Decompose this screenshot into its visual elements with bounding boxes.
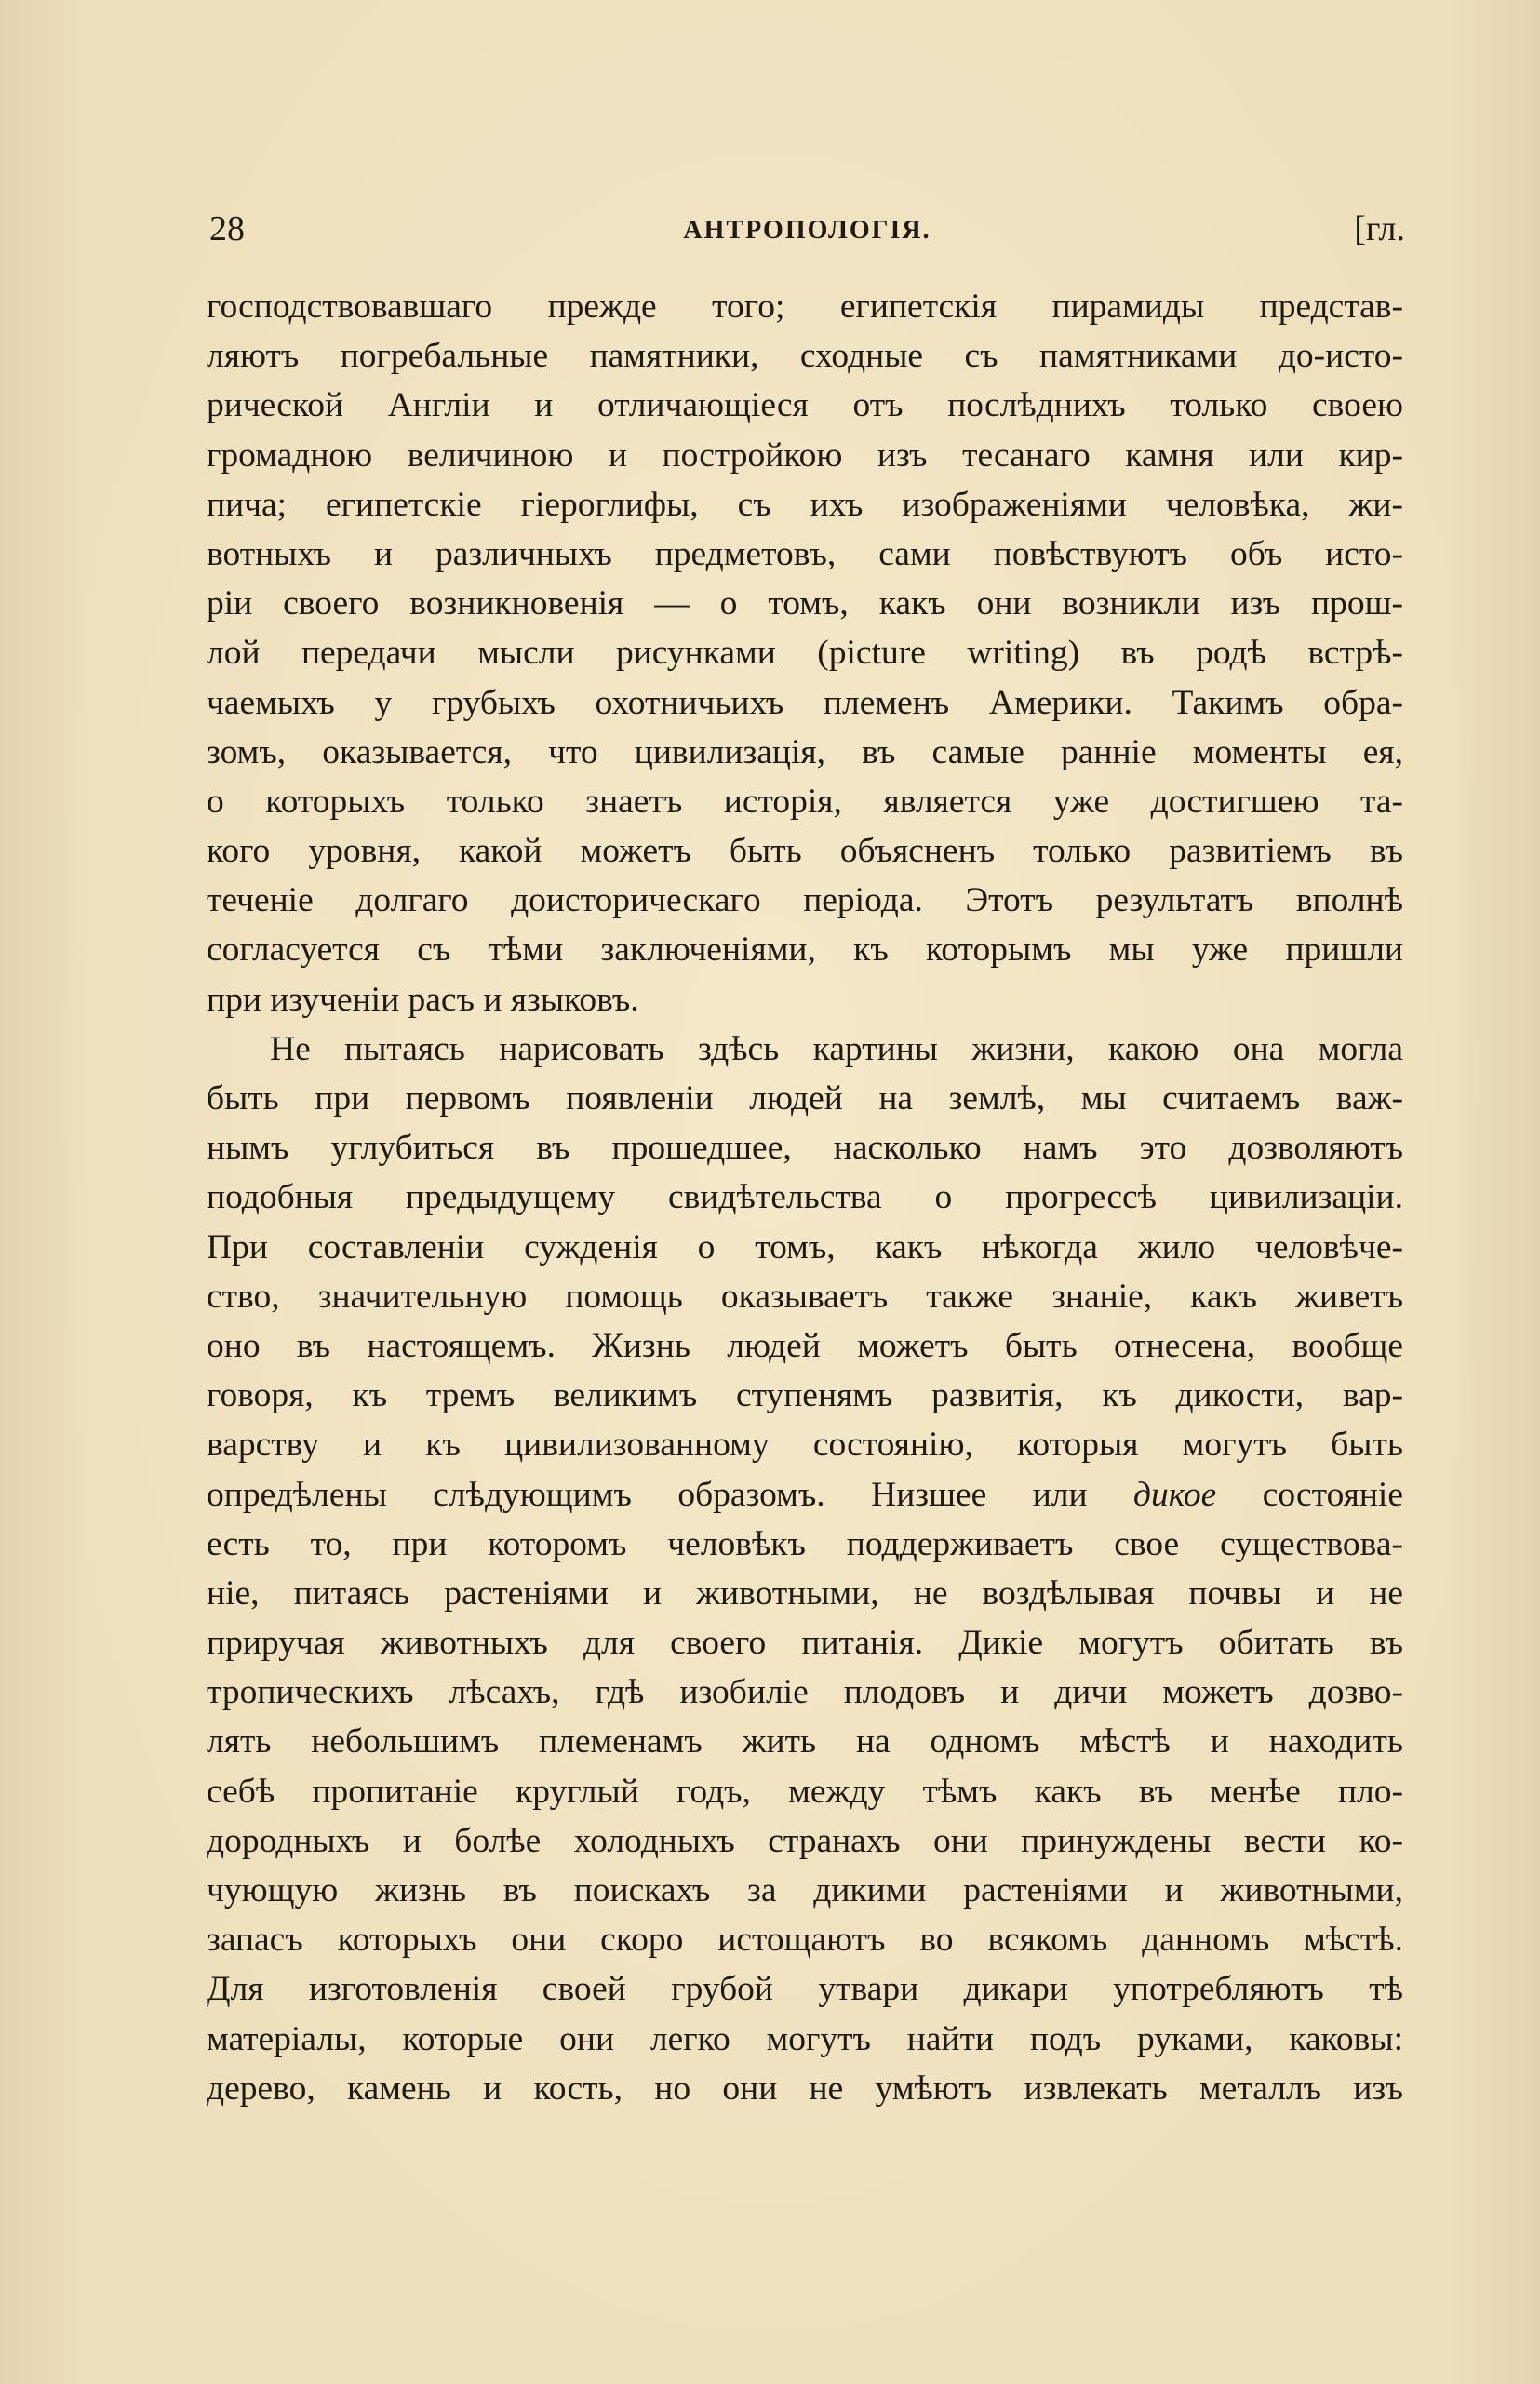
text-line: себѣ пропитаніе круглый годъ, между тѣмъ какъ въ менѣе пло- bbox=[207, 1772, 1403, 1811]
running-title: АНТРОПОЛОГІЯ. bbox=[683, 216, 931, 245]
chapter-marker: [гл. bbox=[1354, 209, 1405, 248]
text-line: говоря, къ тремъ великимъ ступенямъ развитія, къ дикости, вар- bbox=[207, 1376, 1403, 1415]
text-line: лой передачи мысли рисунками (picture writing) въ родѣ встрѣ- bbox=[207, 634, 1403, 673]
text-line: пича; египетскіе гіероглифы, съ ихъ изображеніями человѣка, жи- bbox=[207, 485, 1403, 524]
text-line: приручая животныхъ для своего питанія. Дикіе могутъ обитать въ bbox=[207, 1624, 1403, 1663]
page-number: 28 bbox=[209, 209, 245, 248]
paragraph-first-line: Не пытаясь нарисовать здѣсь картины жизни, какою она могла bbox=[270, 1029, 1403, 1068]
text-line: о которыхъ только знаетъ исторія, является уже достигшею та- bbox=[207, 782, 1403, 821]
page-header bbox=[209, 205, 1405, 261]
text-line: есть то, при которомъ человѣкъ поддерживаетъ свое существова- bbox=[207, 1524, 1403, 1563]
line-segment: опредѣлены слѣдующимъ образомъ. Низшее или bbox=[207, 1475, 1134, 1514]
text-line: кого уровня, какой можетъ быть объясненъ только развитіемъ въ bbox=[207, 832, 1403, 871]
text-line: рической Англіи и отличающіеся отъ послѣднихъ только своею bbox=[207, 386, 1403, 425]
text-line: дерево, камень и кость, но они не умѣютъ извлекать металлъ изъ bbox=[207, 2069, 1403, 2108]
text-line: быть при первомъ появленіи людей на землѣ, мы считаемъ важ- bbox=[207, 1079, 1403, 1118]
text-line: подобныя предыдущему свидѣтельства о прогрессѣ цивилизаціи. bbox=[207, 1178, 1403, 1217]
text-line: запасъ которыхъ они скоро истощаютъ во всякомъ данномъ мѣстѣ. bbox=[207, 1921, 1403, 1960]
text-line: при изученіи расъ и языковъ. bbox=[207, 980, 639, 1019]
text-line: чующую жизнь въ поискахъ за дикими растеніями и животными, bbox=[207, 1871, 1403, 1909]
text-line: тропическихъ лѣсахъ, гдѣ изобиліе плодовъ и дичи можетъ дозво- bbox=[207, 1673, 1403, 1712]
text-line: чаемыхъ у грубыхъ охотничьихъ племенъ Америки. Такимъ обра- bbox=[207, 683, 1403, 722]
text-line: дородныхъ и болѣе холодныхъ странахъ они принуждены вести ко- bbox=[207, 1821, 1403, 1860]
text-line: господствовавшаго прежде того; египетскія пирамиды представ- bbox=[207, 288, 1403, 326]
text-line-with-emphasis bbox=[207, 1470, 1403, 1520]
text-line: лять небольшимъ племенамъ жить на одномъ мѣстѣ и находить bbox=[207, 1722, 1403, 1761]
text-line: зомъ, оказывается, что цивилизація, въ самые ранніе моменты ея, bbox=[207, 732, 1403, 771]
text-line: При составленіи сужденія о томъ, какъ нѣкогда жило человѣче- bbox=[207, 1227, 1403, 1266]
text-line: ляютъ погребальные памятники, сходные съ памятниками до-исто- bbox=[207, 337, 1403, 376]
text-line: согласуется съ тѣми заключеніями, къ которымъ мы уже пришли bbox=[207, 931, 1403, 970]
line-segment: состояніе bbox=[1216, 1475, 1403, 1514]
text-line: Для изготовленія своей грубой утвари дикари употребляютъ тѣ bbox=[207, 1970, 1403, 2009]
text-line: матеріалы, которые они легко могутъ найти подъ руками, каковы: bbox=[207, 2019, 1403, 2058]
text-line: оно въ настоящемъ. Жизнь людей можетъ быть отнесена, вообще bbox=[207, 1326, 1403, 1365]
text-line: ріи своего возникновенія — о томъ, какъ они возникли изъ прош- bbox=[207, 584, 1403, 623]
text-line: вотныхъ и различныхъ предметовъ, сами повѣствуютъ объ исто- bbox=[207, 534, 1403, 573]
emphasized-word: дикое bbox=[1133, 1475, 1217, 1514]
body-text bbox=[207, 282, 1403, 2113]
text-line: громадною величиною и постройкою изъ тесанаго камня или кир- bbox=[207, 435, 1403, 475]
text-line: варству и къ цивилизованному состоянію, которыя могутъ быть bbox=[207, 1426, 1403, 1465]
text-line: нымъ углубиться въ прошедшее, насколько намъ это дозволяютъ bbox=[207, 1129, 1403, 1168]
text-line: теченіе долгаго доисторическаго періода. Этотъ результатъ вполнѣ bbox=[207, 881, 1403, 920]
text-line: ніе, питаясь растеніями и животными, не воздѣлывая почвы и не bbox=[207, 1574, 1403, 1613]
text-line: ство, значительную помощь оказываетъ также знаніе, какъ живетъ bbox=[207, 1277, 1403, 1316]
